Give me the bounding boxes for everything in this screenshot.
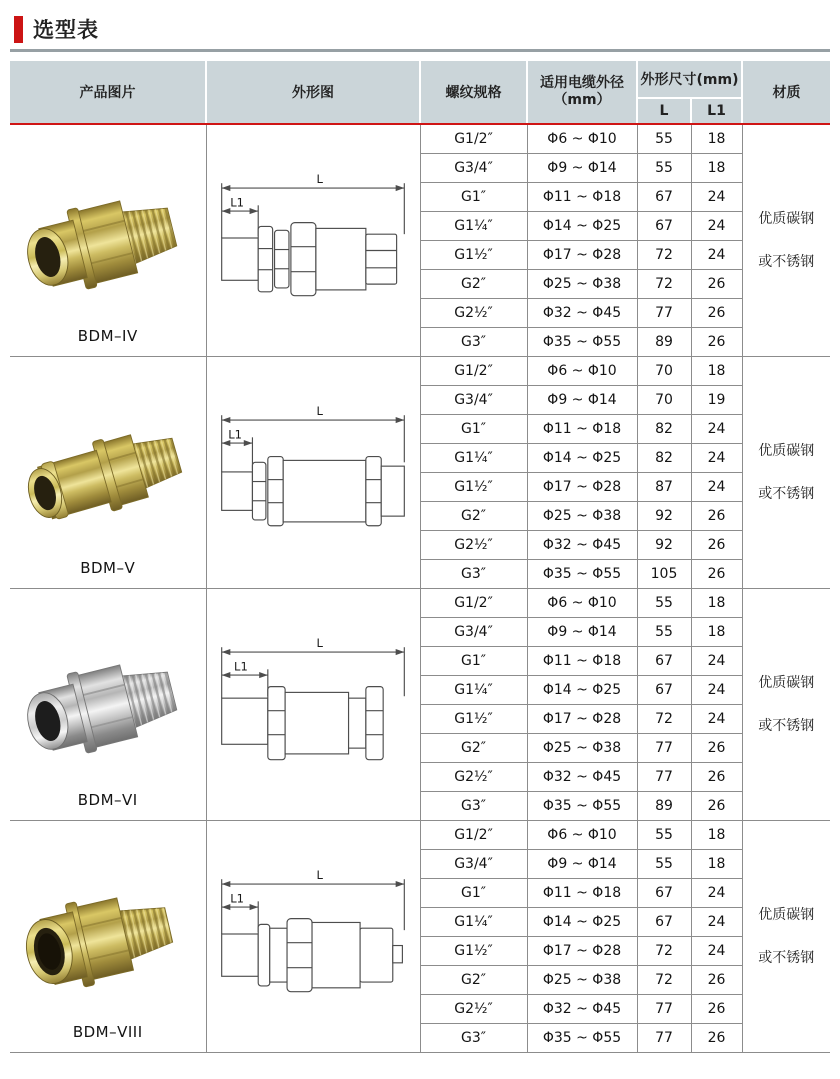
material-cell: [742, 124, 830, 356]
product-model-label: BDM–VIII: [72, 1022, 143, 1041]
material-line: 优质碳钢: [758, 906, 815, 923]
product-photo: [20, 409, 196, 539]
cable-od-cell: Φ11 ~ Φ18: [527, 646, 637, 675]
dim-l1-cell: 24: [691, 443, 742, 472]
product-photo-cell: [10, 356, 206, 588]
dim-l1-cell: 26: [691, 559, 742, 588]
cable-od-cell: Φ32 ~ Φ45: [527, 762, 637, 791]
dim-label-l1: L1: [234, 659, 248, 674]
title-accent-bar: [14, 16, 23, 43]
dim-label-l1: L1: [230, 195, 244, 210]
dim-l-cell: 55: [637, 849, 691, 878]
cable-od-cell: Φ32 ~ Φ45: [527, 530, 637, 559]
dim-l-cell: 67: [637, 211, 691, 240]
dim-l1-cell: 26: [691, 791, 742, 820]
dim-l-cell: 72: [637, 240, 691, 269]
dim-l1-cell: 24: [691, 878, 742, 907]
header-dim-l: L: [637, 98, 691, 124]
dim-l-cell: 67: [637, 907, 691, 936]
product-model-label: BDM–VI: [77, 790, 138, 809]
product-model-label: BDM–V: [80, 558, 136, 577]
dim-l1-cell: 18: [691, 849, 742, 878]
cable-od-cell: Φ14 ~ Φ25: [527, 907, 637, 936]
thread-spec-cell: G2¹⁄₂″: [420, 762, 527, 791]
product-model-label: BDM–IV: [77, 326, 138, 345]
thread-spec-cell: G1/2″: [420, 124, 527, 153]
dim-l-cell: 55: [637, 153, 691, 182]
thread-spec-cell: G3/4″: [420, 849, 527, 878]
thread-spec-cell: G3″: [420, 1023, 527, 1052]
dim-l1-cell: 26: [691, 994, 742, 1023]
spec-row: [10, 820, 830, 849]
header-product-image: 产品图片: [10, 61, 206, 124]
header-cable-od-line1: 适用电缆外径: [540, 75, 624, 91]
cable-od-cell: Φ32 ~ Φ45: [527, 298, 637, 327]
thread-spec-cell: G3″: [420, 559, 527, 588]
dim-l1-cell: 24: [691, 414, 742, 443]
thread-spec-cell: G1″: [420, 414, 527, 443]
dim-label-l: L: [316, 636, 323, 651]
cable-od-cell: Φ11 ~ Φ18: [527, 414, 637, 443]
dim-l-cell: 55: [637, 617, 691, 646]
dim-l1-cell: 26: [691, 327, 742, 356]
spec-row: [10, 588, 830, 617]
product-photo: [20, 177, 196, 307]
dim-l-cell: 77: [637, 298, 691, 327]
cable-od-cell: Φ17 ~ Φ28: [527, 240, 637, 269]
dim-l1-cell: 26: [691, 501, 742, 530]
thread-spec-cell: G3/4″: [420, 385, 527, 414]
dim-label-l1: L1: [230, 891, 244, 906]
dim-l-cell: 70: [637, 356, 691, 385]
selection-table: [10, 61, 830, 1053]
thread-spec-cell: G1/2″: [420, 356, 527, 385]
outline-drawing-cell: [206, 820, 420, 1052]
dim-l-cell: 55: [637, 124, 691, 153]
dim-l1-cell: 26: [691, 269, 742, 298]
dim-l1-cell: 18: [691, 588, 742, 617]
dim-label-l1: L1: [228, 427, 243, 442]
cable-od-cell: Φ17 ~ Φ28: [527, 472, 637, 501]
header-cable-od: [527, 61, 637, 124]
dim-l-cell: 105: [637, 559, 691, 588]
dim-l-cell: 77: [637, 733, 691, 762]
thread-spec-cell: G1¹⁄₂″: [420, 472, 527, 501]
material-line: 或不锈钢: [758, 717, 815, 734]
dim-l-cell: 67: [637, 675, 691, 704]
thread-spec-cell: G1/2″: [420, 588, 527, 617]
material-cell: [742, 588, 830, 820]
dim-l-cell: 92: [637, 501, 691, 530]
product-section-bdm-iv: [10, 124, 830, 356]
thread-spec-cell: G1¹⁄₄″: [420, 211, 527, 240]
thread-spec-cell: G2″: [420, 733, 527, 762]
dim-l-cell: 89: [637, 791, 691, 820]
outline-drawing-cell: [206, 124, 420, 356]
thread-spec-cell: G2″: [420, 269, 527, 298]
thread-spec-cell: G1¹⁄₄″: [420, 675, 527, 704]
outline-drawing: [214, 169, 412, 307]
thread-spec-cell: G2¹⁄₂″: [420, 298, 527, 327]
dim-l1-cell: 24: [691, 182, 742, 211]
cable-od-cell: Φ9 ~ Φ14: [527, 153, 637, 182]
thread-spec-cell: G1¹⁄₄″: [420, 443, 527, 472]
header-cable-od-line2: （mm）: [553, 92, 611, 108]
cable-od-cell: Φ14 ~ Φ25: [527, 211, 637, 240]
dim-l-cell: 72: [637, 965, 691, 994]
header-thread: 螺纹规格: [420, 61, 527, 124]
material-line: 或不锈钢: [758, 949, 815, 966]
dim-l1-cell: 19: [691, 385, 742, 414]
cable-od-cell: Φ25 ~ Φ38: [527, 965, 637, 994]
cable-od-cell: Φ11 ~ Φ18: [527, 878, 637, 907]
cable-od-cell: Φ35 ~ Φ55: [527, 327, 637, 356]
thread-spec-cell: G2″: [420, 965, 527, 994]
dim-l1-cell: 26: [691, 1023, 742, 1052]
dim-l-cell: 70: [637, 385, 691, 414]
thread-spec-cell: G3/4″: [420, 617, 527, 646]
dim-l1-cell: 24: [691, 646, 742, 675]
table-header: [10, 61, 830, 124]
cable-od-cell: Φ35 ~ Φ55: [527, 559, 637, 588]
material-line: 或不锈钢: [758, 253, 815, 270]
title-underline: [10, 49, 830, 52]
header-dim-l1: L1: [691, 98, 742, 124]
dim-l-cell: 67: [637, 646, 691, 675]
header-dims-group: 外形尺寸(mm): [637, 61, 742, 98]
outline-drawing: [214, 633, 412, 771]
dim-label-l: L: [316, 404, 323, 419]
thread-spec-cell: G1″: [420, 182, 527, 211]
cable-od-cell: Φ14 ~ Φ25: [527, 443, 637, 472]
product-section-bdm-v: [10, 356, 830, 588]
thread-spec-cell: G1¹⁄₂″: [420, 240, 527, 269]
cable-od-cell: Φ9 ~ Φ14: [527, 849, 637, 878]
dim-l1-cell: 24: [691, 936, 742, 965]
dim-l-cell: 87: [637, 472, 691, 501]
dim-l-cell: 55: [637, 820, 691, 849]
dim-l1-cell: 18: [691, 153, 742, 182]
cable-od-cell: Φ6 ~ Φ10: [527, 356, 637, 385]
dim-l-cell: 92: [637, 530, 691, 559]
material-cell: [742, 356, 830, 588]
thread-spec-cell: G1″: [420, 878, 527, 907]
dim-l1-cell: 24: [691, 907, 742, 936]
spec-row: [10, 124, 830, 153]
cable-od-cell: Φ11 ~ Φ18: [527, 182, 637, 211]
material-line: 优质碳钢: [758, 442, 815, 459]
dim-l1-cell: 26: [691, 530, 742, 559]
dim-l1-cell: 24: [691, 472, 742, 501]
cable-od-cell: Φ9 ~ Φ14: [527, 617, 637, 646]
dim-l-cell: 82: [637, 443, 691, 472]
thread-spec-cell: G2″: [420, 501, 527, 530]
outline-drawing: [214, 865, 412, 1003]
dim-l-cell: 72: [637, 936, 691, 965]
cable-od-cell: Φ35 ~ Φ55: [527, 1023, 637, 1052]
thread-spec-cell: G1/2″: [420, 820, 527, 849]
dim-label-l: L: [316, 172, 323, 187]
thread-spec-cell: G2¹⁄₂″: [420, 530, 527, 559]
cable-od-cell: Φ32 ~ Φ45: [527, 994, 637, 1023]
dim-l1-cell: 26: [691, 965, 742, 994]
dim-l1-cell: 18: [691, 356, 742, 385]
dim-l1-cell: 18: [691, 124, 742, 153]
dim-l-cell: 77: [637, 762, 691, 791]
cable-od-cell: Φ17 ~ Φ28: [527, 704, 637, 733]
dim-l-cell: 77: [637, 1023, 691, 1052]
dim-l-cell: 55: [637, 588, 691, 617]
thread-spec-cell: G3/4″: [420, 153, 527, 182]
product-section-bdm-vi: [10, 588, 830, 820]
material-line: 或不锈钢: [758, 485, 815, 502]
dim-l1-cell: 26: [691, 733, 742, 762]
thread-spec-cell: G1¹⁄₂″: [420, 936, 527, 965]
header-material: 材质: [742, 61, 830, 124]
product-photo-cell: [10, 820, 206, 1052]
cable-od-cell: Φ14 ~ Φ25: [527, 675, 637, 704]
material-line: 优质碳钢: [758, 674, 815, 691]
product-section-bdm-viii: [10, 820, 830, 1052]
dim-label-l: L: [316, 868, 323, 883]
outline-drawing-cell: [206, 356, 420, 588]
dim-l-cell: 77: [637, 994, 691, 1023]
cable-od-cell: Φ35 ~ Φ55: [527, 791, 637, 820]
cable-od-cell: Φ25 ~ Φ38: [527, 501, 637, 530]
cable-od-cell: Φ6 ~ Φ10: [527, 588, 637, 617]
cable-od-cell: Φ17 ~ Φ28: [527, 936, 637, 965]
dim-l1-cell: 18: [691, 820, 742, 849]
dim-l1-cell: 24: [691, 240, 742, 269]
header-outline: 外形图: [206, 61, 420, 124]
thread-spec-cell: G2¹⁄₂″: [420, 994, 527, 1023]
material-line: 优质碳钢: [758, 210, 815, 227]
thread-spec-cell: G3″: [420, 327, 527, 356]
thread-spec-cell: G1¹⁄₂″: [420, 704, 527, 733]
thread-spec-cell: G1¹⁄₄″: [420, 907, 527, 936]
dim-l-cell: 67: [637, 878, 691, 907]
outline-drawing-cell: [206, 588, 420, 820]
outline-drawing: [214, 401, 412, 539]
material-cell: [742, 820, 830, 1052]
dim-l1-cell: 26: [691, 298, 742, 327]
thread-spec-cell: G3″: [420, 791, 527, 820]
cable-od-cell: Φ25 ~ Φ38: [527, 269, 637, 298]
dim-l1-cell: 26: [691, 762, 742, 791]
dim-l1-cell: 18: [691, 617, 742, 646]
section-title-row: [10, 14, 830, 44]
dim-l-cell: 89: [637, 327, 691, 356]
cable-od-cell: Φ25 ~ Φ38: [527, 733, 637, 762]
dim-l1-cell: 24: [691, 704, 742, 733]
dim-l-cell: 72: [637, 704, 691, 733]
dim-l-cell: 82: [637, 414, 691, 443]
thread-spec-cell: G1″: [420, 646, 527, 675]
dim-l-cell: 67: [637, 182, 691, 211]
dim-l-cell: 72: [637, 269, 691, 298]
spec-row: [10, 356, 830, 385]
cable-od-cell: Φ6 ~ Φ10: [527, 820, 637, 849]
dim-l1-cell: 24: [691, 211, 742, 240]
product-photo-cell: [10, 588, 206, 820]
product-photo: [20, 873, 196, 1003]
cable-od-cell: Φ6 ~ Φ10: [527, 124, 637, 153]
product-photo: [20, 641, 196, 771]
page-title: 选型表: [33, 18, 99, 42]
cable-od-cell: Φ9 ~ Φ14: [527, 385, 637, 414]
product-photo-cell: [10, 124, 206, 356]
dim-l1-cell: 24: [691, 675, 742, 704]
